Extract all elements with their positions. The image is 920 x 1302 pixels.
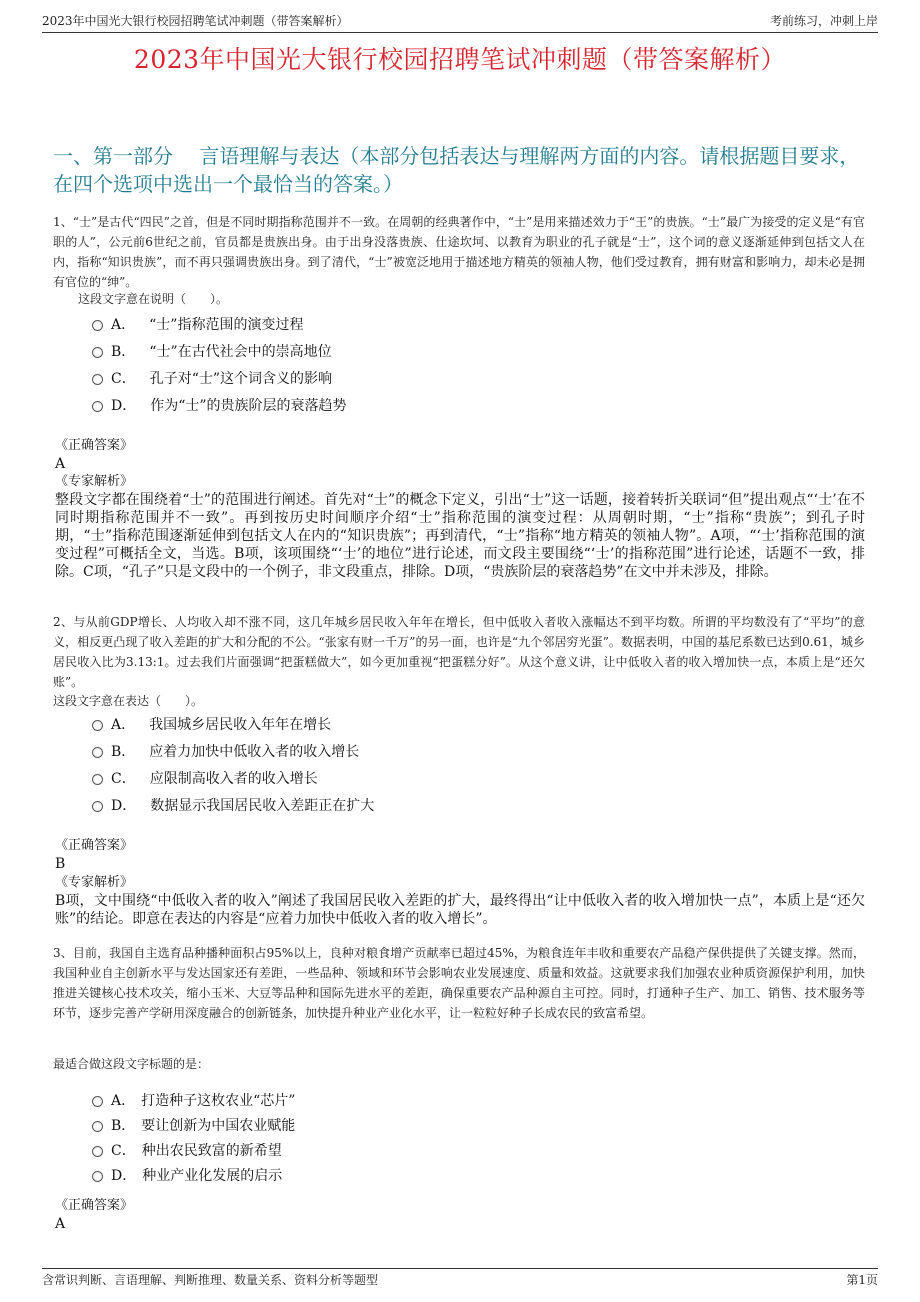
question-1-option-b[interactable]: B． “士”在古代社会中的崇高地位 xyxy=(92,337,347,364)
radio-icon[interactable] xyxy=(92,774,103,785)
footer-question-types: 含常识判断、言语理解、判断推理、数量关系、资料分析等题型 xyxy=(42,1273,379,1287)
question-1-option-a[interactable]: A． “士”指称范围的演变过程 xyxy=(92,310,347,337)
question-3-answer-label: 《正确答案》 xyxy=(55,1198,134,1213)
question-1-answer: A xyxy=(55,456,66,472)
radio-icon[interactable] xyxy=(92,747,103,758)
header-slogan: 考前练习，冲刺上岸 xyxy=(769,14,878,28)
question-3-option-d[interactable]: D． 种业产业化发展的启示 xyxy=(92,1162,295,1187)
radio-icon[interactable] xyxy=(92,320,103,331)
question-3-option-b[interactable]: B． 要让创新为中国农业赋能 xyxy=(92,1112,295,1137)
question-1-analysis-label: 《专家解析》 xyxy=(55,474,134,489)
question-3-ask: 最适合做这段文字标题的是： xyxy=(53,1057,210,1071)
question-3-options xyxy=(92,1087,295,1187)
page-title: 2023年中国光大银行校园招聘笔试冲刺题（带答案解析） xyxy=(133,45,787,74)
question-2-analysis-label: 《专家解析》 xyxy=(55,875,134,890)
footer-page-number: 第1页 xyxy=(846,1273,878,1287)
section-heading: 一、第一部分 言语理解与表达（本部分包括表达与理解两方面的内容。请根据题目要求，在四个选项中选出一个最恰当的答案。） xyxy=(53,144,860,196)
question-1-option-d[interactable]: D． 作为“士”的贵族阶层的衰落趋势 xyxy=(92,391,347,418)
radio-icon[interactable] xyxy=(92,401,103,412)
question-2-answer: B xyxy=(55,856,66,872)
radio-icon[interactable] xyxy=(92,347,103,358)
question-1-ask: 这段文字意在说明（ ）。 xyxy=(78,292,229,306)
question-3-text: 3、目前，我国自主选育品种播种面积占95%以上，良种对粮食增产贡献率已超过45%，为粮食连年丰收和重要农产品稳产保供提供了关键支撑。然而，我国种业自主创新水平与发达国家还有差距，一些品种、领域和环节会影响农业发展速度、质量和效益。这就要求我们加强农业种质资源保护利用，加快推进关键核心技术攻关，缩小玉米、大豆等品种和国际先进水平的差距，确保重要农产品种源自主可控。同时，打通种子生产、加工、销售、技术服务等环节，逐步完善产学研用深度融合的创新链条，加快提升种业产业化水平，让一粒粒好种子长成农民的致富希望。 xyxy=(53,946,865,1020)
question-2-option-d[interactable]: D． 数据显示我国居民收入差距正在扩大 xyxy=(92,791,374,818)
question-2-option-b[interactable]: B． 应着力加快中低收入者的收入增长 xyxy=(92,737,374,764)
question-3-option-a[interactable]: A． 打造种子这枚农业“芯片” xyxy=(92,1087,295,1112)
question-2-option-c[interactable]: C． 应限制高收入者的收入增长 xyxy=(92,764,374,791)
question-1-option-c[interactable]: C． 孔子对“士”这个词含义的影响 xyxy=(92,364,347,391)
question-2-answer-label: 《正确答案》 xyxy=(55,838,134,853)
question-2-ask: 这段文字意在表达（ ）。 xyxy=(53,694,204,708)
question-2-option-a[interactable]: A． 我国城乡居民收入年年在增长 xyxy=(92,710,374,737)
radio-icon[interactable] xyxy=(92,720,103,731)
question-1-answer-label: 《正确答案》 xyxy=(55,438,134,453)
page-header xyxy=(42,10,878,33)
question-2-options xyxy=(92,710,374,818)
radio-icon[interactable] xyxy=(92,801,103,812)
radio-icon[interactable] xyxy=(92,1121,103,1132)
question-1-text: 1、“士”是古代“四民”之首，但是不同时期指称范围并不一致。在周朝的经典著作中，“士”是用来描述效力于“王”的贵族。“士”最广为接受的定义是“有官职的人”，公元前6世纪之前，官员都是贵族出身。由于出身没落贵族、仕途坎坷、以教育为职业的孔子就是“士”，这个词的意义逐渐延伸到包括文人在内，指称“知识贵族”，而不再只强调贵族出身。到了清代，“士”被宽泛地用于描述地方精英的领袖人物，他们受过教育，拥有财富和影响力，却未必是拥有官位的“绅”。 xyxy=(53,215,865,289)
question-1-analysis: 整段文字都在围绕着“士”的范围进行阐述。首先对“士”的概念下定义，引出“士”这一话题，接着转折关联词“但”提出观点“‘士’在不同时期指称范围并不一致”。再到按历史时间顺序介绍“士”指称范围的演变过程：从周朝时期，“士”指称“贵族”；到孔子时期，“士”指称范围逐渐延伸到包括文人在内的“知识贵族”；再到清代，“士”指称“地方精英的领袖人物”。A项，“‘士’指称范围的演变过程”可概括全文，当选。B项，该项围绕“‘士’的地位”进行论述，而文段主要围绕“‘士’的指称范围”进行论述，话题不一致，排除。C项，“孔子”只是文段中的一个例子，非文段重点，排除。D项，“贵族阶层的衰落趋势”在文中并未涉及，排除。 xyxy=(55,492,865,580)
question-3-option-c[interactable]: C． 种出农民致富的新希望 xyxy=(92,1137,295,1162)
radio-icon[interactable] xyxy=(92,1146,103,1157)
question-1-options xyxy=(92,310,347,418)
question-3-answer: A xyxy=(55,1216,66,1232)
radio-icon[interactable] xyxy=(92,374,103,385)
page-footer xyxy=(42,1268,878,1291)
radio-icon[interactable] xyxy=(92,1171,103,1182)
question-2-analysis: B项，文中围绕“中低收入者的收入”阐述了我国居民收入差距的扩大，最终得出“让中低收入者的收入增加快一点”，本质上是“还欠账”的结论。即意在表达的内容是“应着力加快中低收入者的收入增长”。 xyxy=(55,893,865,927)
radio-icon[interactable] xyxy=(92,1096,103,1107)
header-doc-title: 2023年中国光大银行校园招聘笔试冲刺题（带答案解析） xyxy=(42,14,349,28)
question-2-text: 2、与从前GDP增长、人均收入却不涨不同，这几年城乡居民收入年年在增长，但中低收入者收入涨幅达不到平均数。所谓的平均数没有了“平均”的意义，相反更凸现了收入差距的扩大和分配的不公。“张家有财一千万”的另一面，也许是“九个邻居穷光蛋”。数据表明，中国的基尼系数已达到0.61，城乡居民收入比为3.13:1。过去我们片面强调“把蛋糕做大”，如今更加重视“把蛋糕分好”。从这个意义讲，让中低收入者的收入增加快一点，本质上是“还欠账”。 xyxy=(53,615,865,689)
